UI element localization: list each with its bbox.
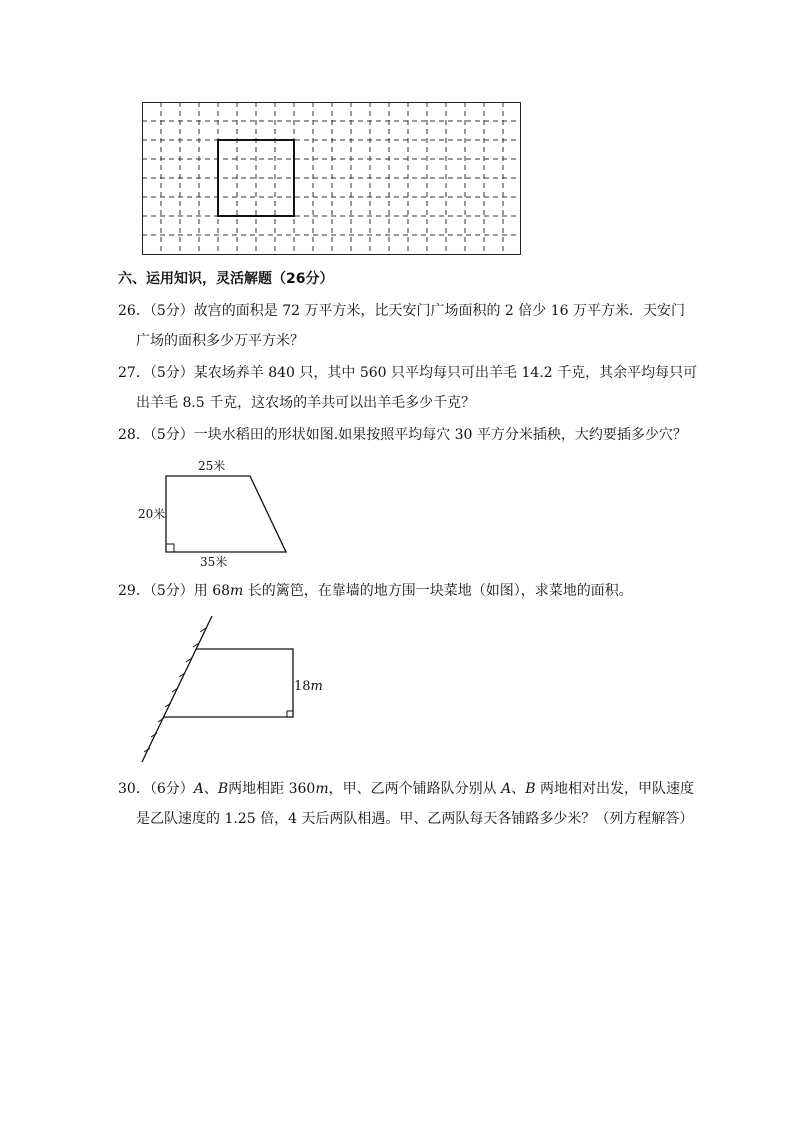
question-27-line2: 出羊毛 8.5 千克，这农场的羊共可以出羊毛多少千克？	[136, 395, 476, 411]
trapezoid-bottom-label: 35米	[200, 555, 228, 569]
question-score: （6分）	[149, 781, 194, 797]
question-26-line2: 广场的面积多少万平方米？	[136, 333, 304, 349]
question-number: 30．	[118, 781, 150, 797]
question-number: 29．	[118, 583, 150, 599]
question-30	[118, 774, 694, 834]
garden-side-number: 18	[294, 679, 311, 694]
right-angle-mark	[287, 711, 293, 717]
question-number: 28．	[118, 427, 150, 443]
question-text: 两地相对出发，甲队速度	[535, 781, 694, 797]
question-26-line1	[118, 296, 685, 326]
question-28-line1	[118, 420, 687, 450]
question-number: 27．	[118, 365, 150, 381]
question-number: 26．	[118, 303, 150, 319]
question-30-line1	[118, 774, 694, 804]
grid-dashed-lines	[142, 102, 521, 255]
question-score: （5分）	[149, 303, 194, 319]
trapezoid-figure	[136, 456, 306, 570]
unit-m: m	[230, 583, 244, 599]
question-27-line1	[118, 358, 698, 388]
question-29-line1	[118, 576, 678, 606]
question-text: 某农场养羊 840 只，其中 560 只平均每只可出羊毛 14.2 千克，其余平均每只可	[193, 365, 698, 381]
garden-side-unit: m	[310, 679, 323, 694]
question-28	[118, 420, 687, 450]
trapezoid-left-label: 20米	[138, 507, 166, 521]
question-text: 两地相距 360	[228, 781, 316, 797]
question-text: 、	[203, 781, 218, 797]
unit-m: m	[315, 781, 329, 797]
question-text: ，甲、乙两个铺路队分别从	[328, 781, 502, 797]
grid-figure	[142, 102, 522, 256]
point-b: B	[217, 781, 229, 797]
point-b: B	[525, 781, 536, 797]
question-text: 用 68	[193, 583, 231, 599]
trapezoid-top-label: 25米	[198, 459, 226, 473]
question-30-line2: 是乙队速度的 1.25 倍，4 天后两队相遇。甲、乙两队每天各铺路多少米？（列方程解答）	[136, 811, 694, 827]
question-score: （5分）	[149, 427, 194, 443]
garden-fence	[163, 649, 293, 717]
trapezoid-shape	[166, 476, 286, 552]
question-26	[118, 296, 685, 356]
question-text: 、	[511, 781, 526, 797]
garden-side-label	[294, 679, 323, 694]
question-29	[118, 576, 678, 606]
question-score: （5分）	[149, 365, 194, 381]
question-score: （5分）	[149, 583, 194, 599]
question-text: 一块水稻田的形状如图.如果按照平均每穴 30 平方分米插秧，大约要插多少穴？	[193, 427, 687, 443]
question-text: 长的篱笆，在靠墙的地方围一块菜地（如图），求菜地的面积。	[243, 583, 633, 599]
point-a: A	[501, 781, 512, 797]
question-27	[118, 358, 698, 418]
garden-figure	[136, 612, 336, 766]
right-angle-mark	[166, 544, 174, 552]
point-a: A	[193, 781, 204, 797]
question-text: 故宫的面积是 72 万平方米，比天安门广场面积的 2 倍少 16 万平方米．天安门	[193, 303, 685, 319]
section-title: 六、运用知识，灵活解题（26分）	[118, 271, 334, 287]
